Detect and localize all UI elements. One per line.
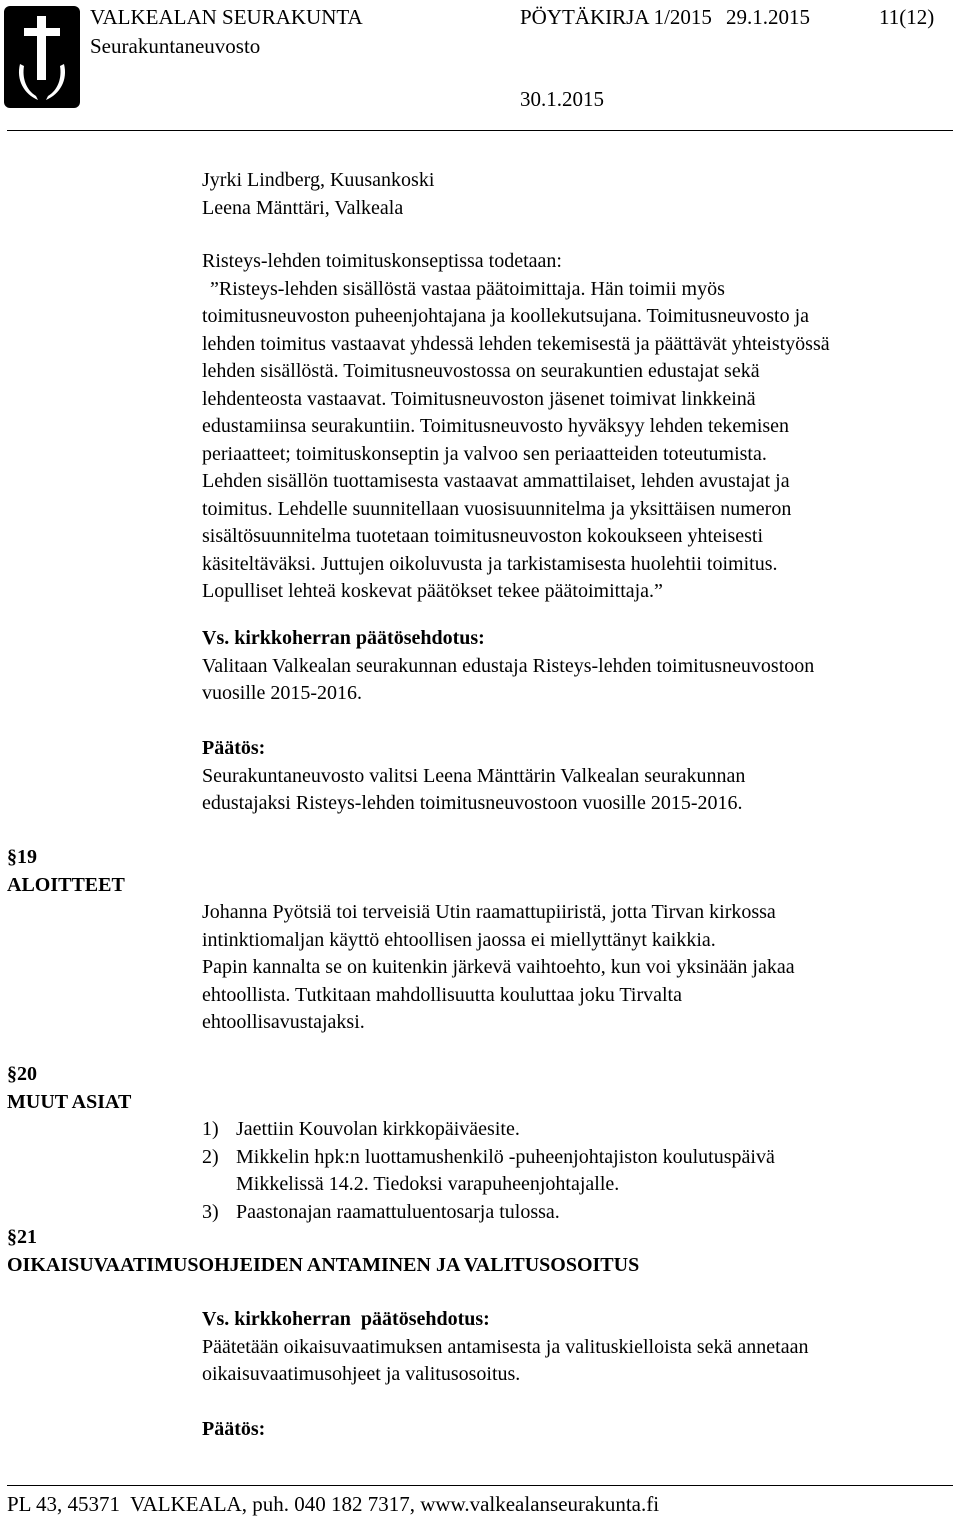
text-line: ehtoollisavustajaksi. [202, 1011, 365, 1033]
page-number: 11(12) [879, 5, 935, 29]
text-line: edustajaksi Risteys-lehden toimitusneuvostoon vuosille 2015-2016. [202, 792, 743, 814]
decision-label: Päätös: [202, 1418, 266, 1440]
meeting-date: 29.1.2015 [726, 5, 810, 29]
footer-contact: PL 43, 45371 VALKEALA, puh. 040 182 7317, www.valkealanseurakunta.fi [7, 1492, 660, 1516]
text-line: Paastonajan raamattuluentosarja tulossa. [236, 1200, 560, 1223]
section-number: §19 [7, 846, 37, 868]
text-line: ”Risteys-lehden sisällöstä vastaa päätoimittaja. Hän toimii myös [210, 277, 725, 300]
text-line: oikaisuvaatimusohjeet ja valitusosoitus. [202, 1363, 521, 1385]
list-item [202, 1199, 954, 1227]
section-21-heading [7, 1224, 639, 1279]
section-20-body [202, 1116, 954, 1226]
list-number: 3) [202, 1200, 219, 1223]
text-line: Mikkelissä 14.2. Tiedoksi varapuheenjohtajalle. [236, 1173, 620, 1195]
section-19-heading [7, 844, 125, 899]
text-line: vuosille 2015-2016. [202, 682, 362, 704]
text-line: Päätetään oikaisuvaatimuksen antamisesta ja valituskielloista sekä annetaan [202, 1335, 809, 1358]
proposal-block [202, 625, 954, 708]
concept-paragraph [202, 248, 954, 606]
text-line: sisältösuunnitelma tuotetaan toimitusneuvoston kokoukseen yhteisesti [202, 525, 764, 547]
text-line: edustamiinsa seurakuntiin. Toimitusneuvosto hyväksyy lehden tekemisen [202, 415, 790, 437]
text-line: toimitusneuvoston puheenjohtajana ja koollekutsujana. Toimitusneuvosto ja [202, 305, 810, 327]
text-line: ehtoollista. Tutkitaan mahdollisuutta kouluttaa joku Tirvalta [202, 983, 682, 1006]
text-line: Lehden sisällön tuottamisesta vastaavat ammattilaiset, lehden avustajat ja [202, 470, 790, 492]
text-line: Risteys-lehden toimituskonseptissa todetaan: [202, 250, 562, 272]
signing-date: 30.1.2015 [520, 87, 604, 111]
organization-name: VALKEALAN SEURAKUNTA [90, 5, 363, 29]
document-title: PÖYTÄKIRJA 1/2015 [520, 5, 712, 29]
section-title: ALOITTEET [7, 873, 125, 896]
text-line: Valitaan Valkealan seurakunnan edustaja Risteys-lehden toimitusneuvostoon [202, 654, 815, 677]
section-title: MUUT ASIAT [7, 1090, 132, 1113]
name-line: Leena Mänttäri, Valkeala [202, 196, 404, 219]
decision-block [202, 735, 954, 818]
numbered-list [202, 1116, 954, 1226]
proposal-label: Vs. kirkkoherran päätösehdotus: [202, 627, 485, 649]
section-20-heading [7, 1061, 131, 1116]
text-line: lehden sisällöstä. Toimitusneuvostossa on seurakuntien edustajat sekä [202, 360, 760, 382]
section-number: §21 [7, 1226, 37, 1248]
list-number: 2) [202, 1145, 219, 1168]
text-line: Jaettiin Kouvolan kirkkopäiväesite. [236, 1118, 520, 1140]
text-line: lehdenteosta vastaavat. Toimitusneuvoston jäsenet toimivat linkkeinä [202, 387, 756, 410]
list-item [202, 1144, 954, 1199]
names-block [202, 167, 954, 222]
section-number: §20 [7, 1063, 37, 1085]
name-line: Jyrki Lindberg, Kuusankoski [202, 169, 435, 191]
section-21-proposal [202, 1306, 954, 1389]
list-number: 1) [202, 1118, 219, 1140]
text-line: käsiteltäväksi. Juttujen oikoluvusta ja tarkistamisesta huolehtii toimitus. [202, 552, 778, 575]
text-line: intinktiomaljan käyttö ehtoollisen jaossa ei miellyttänyt kaikkia. [202, 928, 716, 951]
text-line: Papin kannalta se on kuitenkin järkevä vaihtoehto, kun voi yksinään jakaa [202, 956, 795, 978]
list-item [202, 1116, 954, 1144]
header-subtitle: Seurakuntaneuvosto [90, 34, 261, 58]
footer-rule [7, 1485, 953, 1486]
text-line: toimitus. Lehdelle suunnitellaan vuosisuunnitelma ja yksittäisen numeron [202, 497, 792, 520]
text-line: lehden toimitus vastaavat yhdessä lehden tekemisestä ja päättävät yhteistyössä [202, 332, 830, 355]
section-19-body [202, 899, 954, 1037]
text-line: Mikkelin hpk:n luottamushenkilö -puheenjohtajiston koulutuspäivä [236, 1145, 775, 1168]
section-title: OIKAISUVAATIMUSOHJEIDEN ANTAMINEN JA VALITUSOSOITUS [7, 1253, 640, 1276]
text-line: periaatteet; toimituskonseptin ja valvoo sen periaatteiden toteutumista. [202, 442, 767, 465]
proposal-label: Vs. kirkkoherran päätösehdotus: [202, 1308, 490, 1330]
text-line: Johanna Pyötsiä toi terveisiä Utin raamattupiiristä, jotta Tirvan kirkossa [202, 901, 776, 923]
text-line: Seurakuntaneuvosto valitsi Leena Mänttärin Valkealan seurakunnan [202, 764, 746, 787]
text-line: Lopulliset lehteä koskevat päätökset tekee päätoimittaja.” [202, 580, 663, 602]
decision-label: Päätös: [202, 737, 266, 759]
header-rule [7, 130, 953, 131]
church-cross-logo [4, 6, 80, 108]
